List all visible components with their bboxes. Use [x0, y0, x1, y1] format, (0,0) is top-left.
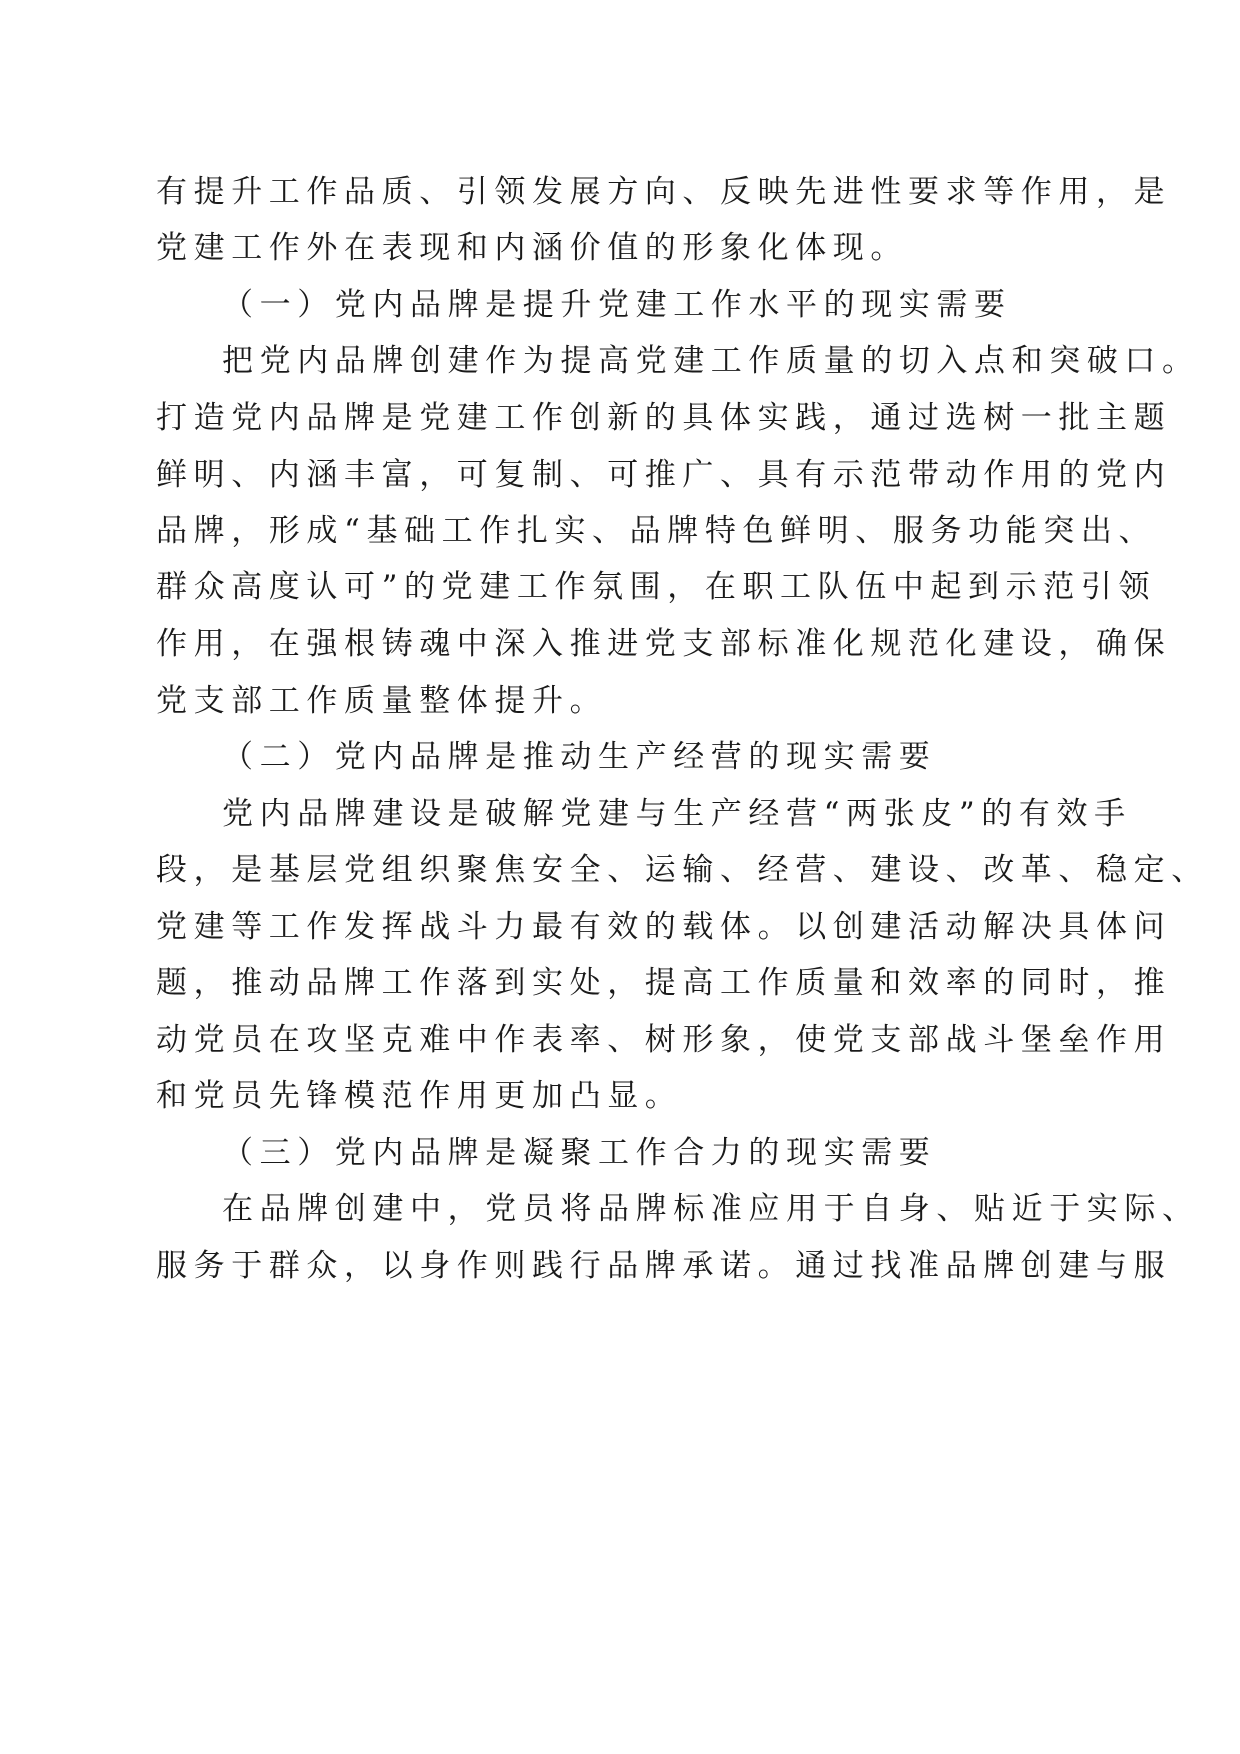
section-heading-2: （二）党内品牌是推动生产经营的现实需要 — [222, 739, 937, 775]
paragraph-line: 作用，在强根铸魂中深入推进党支部标准化规范化建设，确保 — [156, 626, 1172, 662]
paragraph-line: 党建等工作发挥战斗力最有效的载体。以创建活动解决具体问 — [156, 909, 1172, 945]
paragraph-line: 动党员在攻坚克难中作表率、树形象，使党支部战斗堡垒作用 — [156, 1022, 1172, 1058]
paragraph-line: 鲜明、内涵丰富，可复制、可推广、具有示范带动作用的党内 — [156, 457, 1172, 493]
paragraph-line: 题，推动品牌工作落到实处，提高工作质量和效率的同时，推 — [156, 965, 1172, 1001]
paragraph-line: 服务于群众，以身作则践行品牌承诺。通过找准品牌创建与服 — [156, 1248, 1172, 1284]
paragraph-line: 和党员先锋模范作用更加凸显。 — [156, 1078, 683, 1114]
paragraph-line: 群众高度认可”的党建工作氛围，在职工队伍中起到示范引领 — [156, 569, 1157, 605]
paragraph-line: 党内品牌建设是破解党建与生产经营“两张皮”的有效手 — [222, 796, 1132, 832]
paragraph-line: 党建工作外在表现和内涵价值的形象化体现。 — [156, 230, 908, 266]
section-heading-3: （三）党内品牌是凝聚工作合力的现实需要 — [222, 1135, 937, 1171]
paragraph-line: 在品牌创建中，党员将品牌标准应用于自身、贴近于实际、 — [222, 1191, 1200, 1227]
section-heading-1: （一）党内品牌是提升党建工作水平的现实需要 — [222, 287, 1012, 323]
paragraph-line: 把党内品牌创建作为提高党建工作质量的切入点和突破口。 — [222, 343, 1200, 379]
paragraph-line: 打造党内品牌是党建工作创新的具体实践，通过选树一批主题 — [156, 400, 1172, 436]
paragraph-line: 有提升工作品质、引领发展方向、反映先进性要求等作用，是 — [156, 174, 1172, 210]
paragraph-line: 品牌，形成“基础工作扎实、品牌特色鲜明、服务功能突出、 — [156, 513, 1157, 549]
paragraph-line: 党支部工作质量整体提升。 — [156, 683, 608, 719]
paragraph-line: 段，是基层党组织聚焦安全、运输、经营、建设、改革、稳定、 — [156, 852, 1209, 888]
